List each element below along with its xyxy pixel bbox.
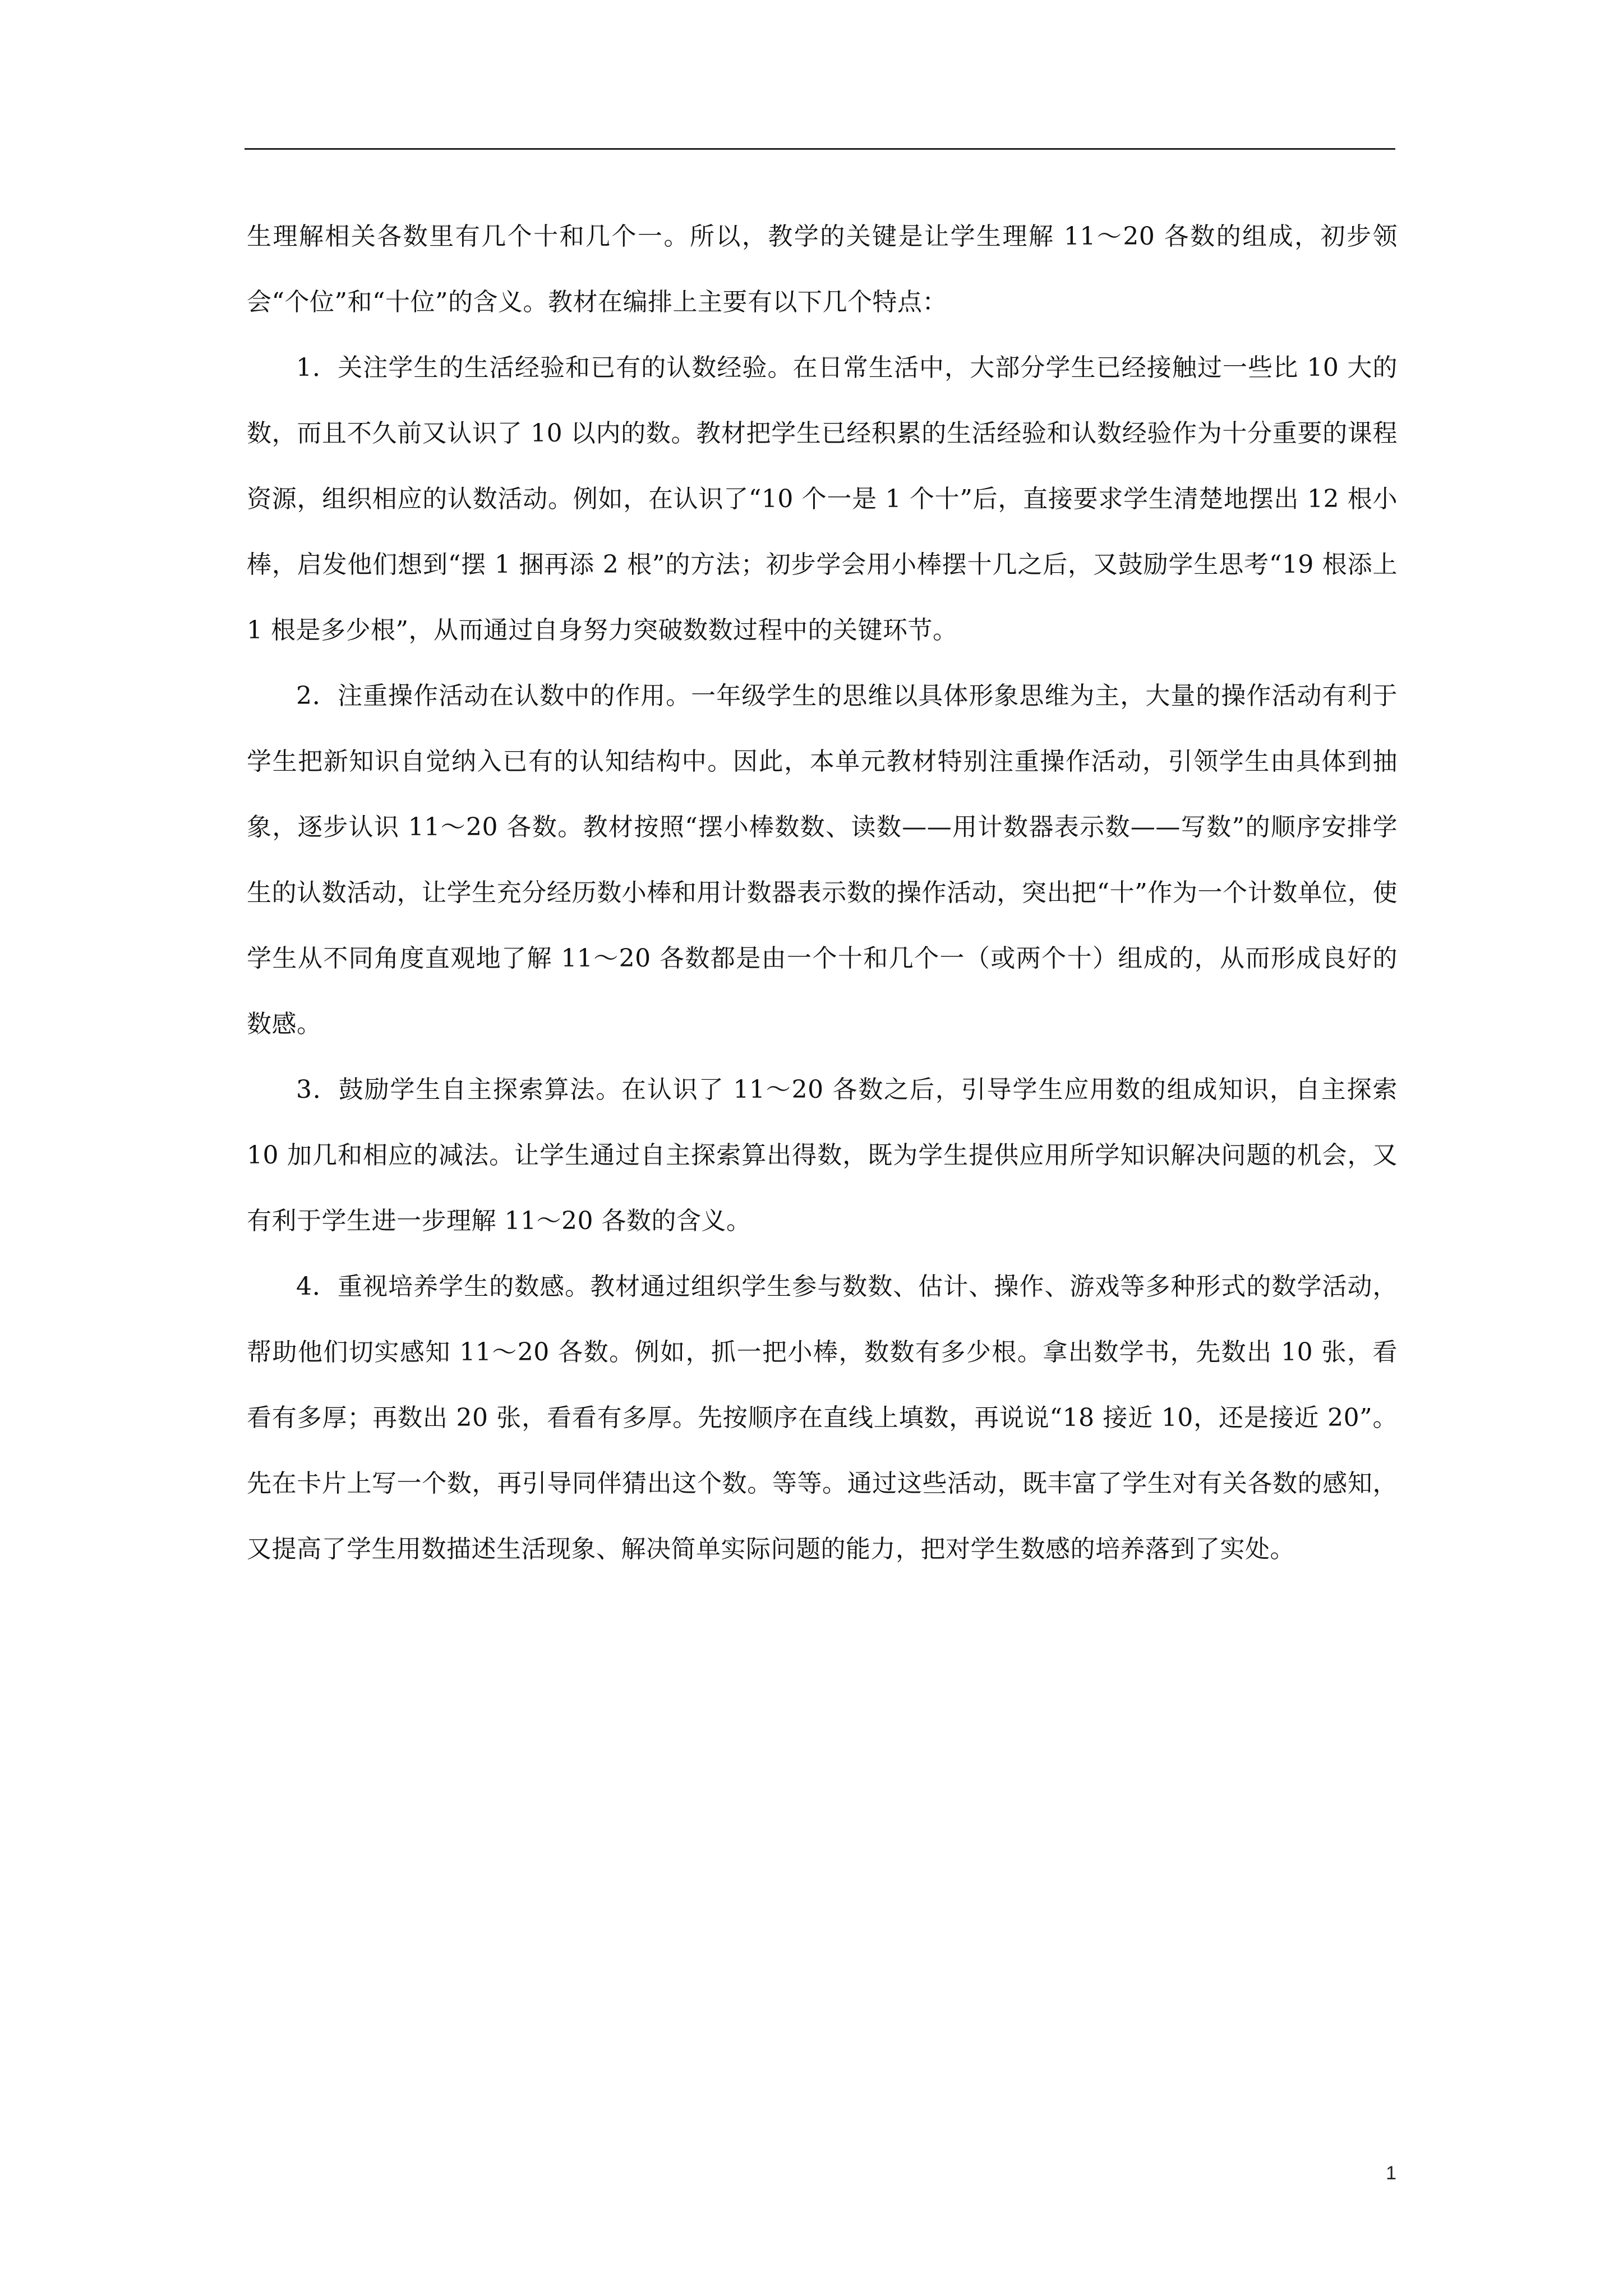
paragraph-point-1: 1．关注学生的生活经验和已有的认数经验。在日常生活中，大部分学生已经接触过一些比 10 大的数，而且不久前又认识了 10 以内的数。教材把学生已经积累的生活经验和认数经验作为十分重要的课程资源，组织相应的认数活动。例如，在认识了“10 个一是 1 个十”后，直接要求学生清楚地摆出 12 根小棒，启发他们想到“摆 1 捆再添 2 根”的方法；初步学会用小棒摆十几之后，又鼓励学生思考“19 根添上 1 根是多少根”，从而通过自身努力突破数数过程中的关键环节。 (247, 353, 1398, 645)
header-rule (245, 148, 1395, 150)
paragraph-continuation: 生理解相关各数里有几个十和几个一。所以，教学的关键是让学生理解 11～20 各数的组成，初步领会“个位”和“十位”的含义。教材在编排上主要有以下几个特点： (247, 222, 1398, 316)
page-number: 1 (1386, 2162, 1396, 2184)
body-text (247, 204, 1398, 1582)
paragraph-point-2: 2．注重操作活动在认数中的作用。一年级学生的思维以具体形象思维为主，大量的操作活动有利于学生把新知识自觉纳入已有的认知结构中。因此，本单元教材特别注重操作活动，引领学生由具体到抽象，逐步认识 11～20 各数。教材按照“摆小棒数数、读数——用计数器表示数——写数”的顺序安排学生的认数活动，让学生充分经历数小棒和用计数器表示数的操作活动，突出把“十”作为一个计数单位，使学生从不同角度直观地了解 11～20 各数都是由一个十和几个一（或两个十）组成的，从而形成良好的数感。 (247, 682, 1398, 1038)
paragraph-point-3: 3．鼓励学生自主探索算法。在认识了 11～20 各数之后，引导学生应用数的组成知识，自主探索 10 加几和相应的减法。让学生通过自主探索算出得数，既为学生提供应用所学知识解决问题的机会，又有利于学生进一步理解 11～20 各数的含义。 (247, 1075, 1398, 1235)
paragraph-point-4: 4．重视培养学生的数感。教材通过组织学生参与数数、估计、操作、游戏等多种形式的数学活动，帮助他们切实感知 11～20 各数。例如，抓一把小棒，数数有多少根。拿出数学书，先数出 10 张，看看有多厚；再数出 20 张，看看有多厚。先按顺序在直线上填数，再说说“18 接近 10，还是接近 20”。先在卡片上写一个数，再引导同伴猜出这个数。等等。通过这些活动，既丰富了学生对有关各数的感知，又提高了学生用数描述生活现象、解决简单实际问题的能力，把对学生数感的培养落到了实处。 (247, 1272, 1398, 1563)
